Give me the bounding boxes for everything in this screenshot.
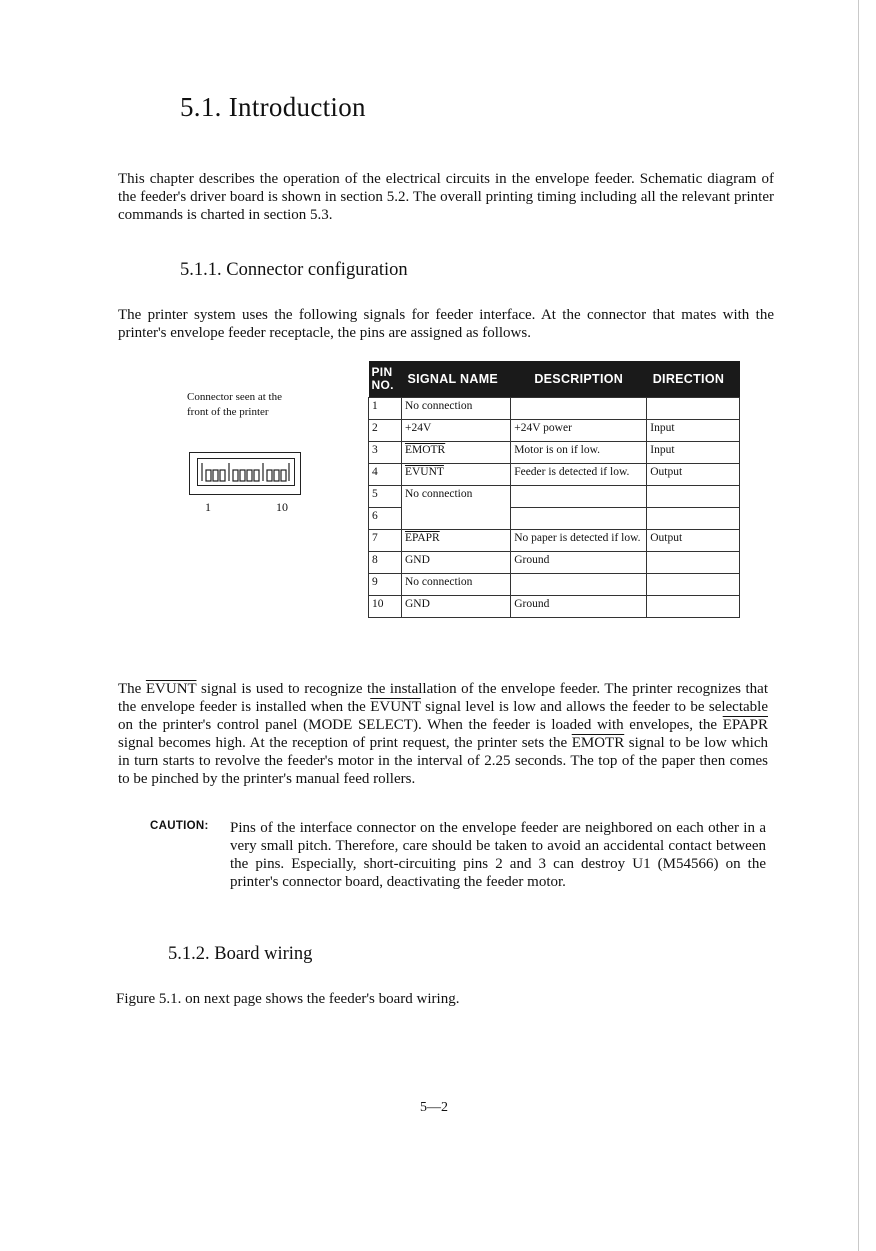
cell-signal-name: GND (401, 596, 510, 618)
table-row (369, 420, 740, 442)
table-row (369, 530, 740, 552)
table-header-row (369, 361, 740, 398)
table-row (369, 398, 740, 420)
cell-direction (647, 486, 740, 508)
cell-direction: Output (647, 530, 740, 552)
signal-text: The (118, 681, 146, 697)
header-direction: DIRECTION (647, 361, 740, 398)
cell-direction (647, 596, 740, 618)
cell-pin-no: 5 (369, 486, 402, 508)
header-pin-no (369, 361, 402, 398)
header-description: DESCRIPTION (511, 361, 647, 398)
cell-pin-no: 6 (369, 508, 402, 530)
cell-description: +24V power (511, 420, 647, 442)
signal-evunt: EVUNT (370, 699, 421, 715)
cell-description: Ground (511, 552, 647, 574)
cell-direction (647, 574, 740, 596)
cell-description (511, 486, 647, 508)
cell-direction (647, 398, 740, 420)
cell-signal-name: No connection (401, 486, 510, 530)
cell-direction (647, 508, 740, 530)
signal-text: signal becomes high. At the reception of print request, the printer sets the (118, 735, 572, 751)
cell-signal-name: +24V (401, 420, 510, 442)
intro-paragraph: This chapter describes the operation of the electrical circuits in the envelope feeder. Schematic diagram of the feeder's driver board is shown in section 5.2. The overall printing timing including all the relevant printer commands is charted in section 5.3. (118, 171, 774, 223)
cell-signal-name: EVUNT (401, 464, 510, 486)
caution-text: Pins of the interface connector on the envelope feeder are neighbored on each other in a very small pitch. Therefore, care should be taken to avoid an accidental contact between the pins. Especially, short-circuiting pins 2 and 3 can destroy U1 (M54566) on the printer's connector board, deactivating the feeder motor. (230, 820, 766, 890)
cell-direction: Input (647, 420, 740, 442)
table-row (369, 486, 740, 508)
connector-caption (187, 390, 282, 420)
cell-pin-no: 2 (369, 420, 402, 442)
cell-pin-no: 4 (369, 464, 402, 486)
wiring-paragraph: Figure 5.1. on next page shows the feeder's board wiring. (116, 991, 460, 1007)
connector-pins-drawing (200, 462, 290, 482)
cell-pin-no: 7 (369, 530, 402, 552)
header-pin-no-line: PIN (371, 365, 393, 379)
table-row (369, 574, 740, 596)
header-signal-name: SIGNAL NAME (401, 361, 510, 398)
cell-pin-no: 10 (369, 596, 402, 618)
cell-signal-name: EPAPR (401, 530, 510, 552)
cell-signal-name: GND (401, 552, 510, 574)
cell-description (511, 574, 647, 596)
signal-description-paragraph (118, 680, 768, 788)
signal-text: signal is used to recognize the installation of the envelope feeder. The printer recognizes that the envelope feeder is installed when the (118, 681, 768, 715)
connector-pin-label-first: 1 (205, 500, 211, 514)
table-row (369, 464, 740, 486)
cell-description (511, 508, 647, 530)
cell-description (511, 398, 647, 420)
connector-caption-line: front of the printer (187, 406, 269, 418)
connector-pin-label-last: 10 (276, 500, 288, 514)
table-row (369, 442, 740, 464)
signal-text: signal level is low and allows the feeder to be selectable on the printer's control panel (MODE SELECT). When the feeder is loaded with envelopes, the (118, 699, 768, 733)
pin-assignment-table (368, 361, 740, 618)
header-pin-no-line: NO. (371, 378, 394, 392)
cell-description: Motor is on if low. (511, 442, 647, 464)
cell-signal-name: EMOTR (401, 442, 510, 464)
cell-direction: Input (647, 442, 740, 464)
cell-direction (647, 552, 740, 574)
signal-epapr: EPAPR (722, 717, 768, 733)
connector-caption-line: Connector seen at the (187, 391, 282, 403)
cell-pin-no: 9 (369, 574, 402, 596)
wiring-section-title: 5.1.2. Board wiring (168, 944, 313, 964)
signal-emotr: EMOTR (571, 735, 625, 751)
cell-pin-no: 1 (369, 398, 402, 420)
signal-evunt: EVUNT (145, 681, 197, 697)
signal-text: signal to be low which in turn starts to revolve the feeder's motor in the interval of 2.25 seconds. The top of the paper then comes to be pinched by the printer's manual feed rollers. (118, 735, 768, 787)
cell-pin-no: 8 (369, 552, 402, 574)
table-row (369, 552, 740, 574)
cell-signal-name: No connection (401, 398, 510, 420)
cell-description: Ground (511, 596, 647, 618)
cell-description: Feeder is detected if low. (511, 464, 647, 486)
cell-direction: Output (647, 464, 740, 486)
page-number: 5—2 (420, 1100, 448, 1115)
connector-intro-paragraph: The printer system uses the following signals for feeder interface. At the connector that mates with the printer's envelope feeder receptacle, the pins are assigned as follows. (118, 307, 774, 341)
cell-description: No paper is detected if low. (511, 530, 647, 552)
page-title: 5.1. Introduction (180, 92, 366, 122)
table-row (369, 596, 740, 618)
cell-signal-name: No connection (401, 574, 510, 596)
caution-label: CAUTION: (150, 820, 209, 832)
page-edge (858, 0, 859, 1251)
cell-pin-no: 3 (369, 442, 402, 464)
connector-section-title: 5.1.1. Connector configuration (180, 260, 408, 280)
